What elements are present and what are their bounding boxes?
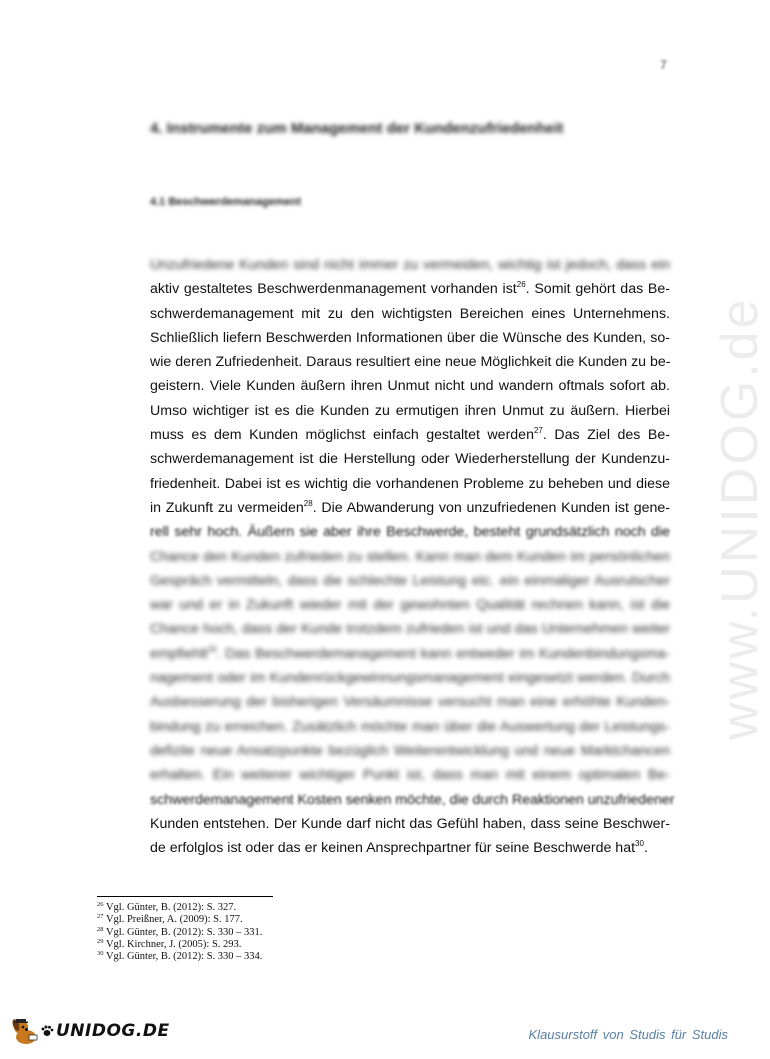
footnote-ref[interactable]: 30 (635, 839, 644, 849)
text-line: schwerdemanagement ist die Herstellung oder Wiederherstellung der Kundenzu- (150, 451, 670, 468)
footnote: $^{30}$ Vgl. Günter, B. (2012): S. 330 – 334. (97, 950, 263, 963)
watermark: www.UNIDOG.de (711, 296, 769, 740)
text-line: schwerdemanagement mit zu den wichtigsten Bereichen eines Unternehmens. (150, 305, 670, 322)
text-line: Umso wichtiger ist es die Kunden zu ermutigen ihren Unmut zu äußern. Hierbei (150, 402, 670, 419)
footnote-ref[interactable]: 28 (303, 498, 313, 508)
page-number: 7 (660, 58, 667, 72)
text-line: geistern. Viele Kunden äußern ihren Unmut nicht und wandern oftmals sofort ab. (150, 378, 670, 395)
text-line: Gespräch vermitteln, dass die schlechte Leistung etc. ein einmaliger Ausrutscher (150, 572, 670, 589)
dog-mascot-icon (10, 1016, 40, 1046)
footnote: $^{28}$ Vgl. Günter, B. (2012): S. 330 – 331. (97, 925, 263, 938)
text-line: Ausbesserung der bisherigen Versäumnisse versucht man eine erhöhte Kunden- (150, 694, 670, 711)
text-line: defizite neue Ansatzpunkte bezüglich Weiterentwicklung und neue Marktchancen (150, 742, 670, 759)
text-line: friedenheit. Dabei ist es wichtig die vorhandenen Probleme zu beheben und diese (150, 475, 670, 492)
footnote: $^{27}$ Vgl. Preißner, A. (2009): S. 177. (97, 913, 243, 926)
text-line: empfiehlt$^{29}$. Das Beschwerdemanagement kann entweder im Kundenbindungsma- (150, 644, 670, 662)
text-line: Unzufriedene Kunden sind nicht immer zu vermeiden, wichtig ist jedoch, dass ein (150, 257, 670, 273)
chapter-title: 4. Instrumente zum Management der Kundenzufriedenheit (150, 120, 564, 137)
body-paragraph (150, 253, 675, 860)
text-line: de erfolglos ist oder das er keinen Ansprechpartner für seine Beschwerde hat$^{30}$. (150, 839, 648, 857)
text-line: war und er in Zukunft wieder mit der gewohnten Qualität rechnen kann, ist die (150, 597, 670, 614)
text-line: aktiv gestaltetes Beschwerdenmanagement vorhanden ist$^{26}$. Somit gehört das Be- (150, 280, 670, 298)
text-line: Kunden entstehen. Der Kunde darf nicht das Gefühl haben, dass seine Beschwer- (150, 815, 670, 832)
text-line: Schließlich liefern Beschwerden Informationen über die Wünsche des Kunden, so- (150, 329, 670, 346)
text-line: wie deren Zufriedenheit. Daraus resultiert eine neue Möglichkeit die Kunden zu be- (150, 354, 671, 371)
footnotes (97, 902, 262, 963)
logo-text: UNIDOG.DE (56, 1021, 170, 1041)
text-line: in Zukunft zu vermeiden$^{28}$. Die Abwanderung von unzufriedenen Kunden ist gene- (150, 498, 670, 516)
paw-icon (40, 1024, 54, 1038)
text-line: erhalten. Ein weiterer wichtiger Punkt ist, dass man mit einem optimalen Be- (150, 767, 670, 784)
footnote: $^{29}$ Vgl. Kirchner, J. (2005): S. 293. (97, 937, 242, 950)
footnote: $^{26}$ Vgl. Günter, B. (2012): S. 327. (97, 901, 237, 913)
text-line: rell sehr hoch. Äußern sie aber ihre Beschwerde, besteht grundsätzlich noch die (150, 524, 670, 541)
text-line: muss es dem Kunden möglichst einfach gestaltet werden$^{27}$. Das Ziel des Be- (150, 426, 670, 444)
text-line: schwerdemanagement Kosten senken möchte, die durch Reaktionen unzufriedener (150, 791, 675, 808)
footnote-ref[interactable]: 26 (516, 280, 526, 290)
section-title: 4.1 Beschwerdemanagement (150, 196, 302, 208)
footnote-ref[interactable]: 29 (207, 644, 217, 654)
footer-slogan: Klausurstoff von Studis für Studis (528, 1027, 728, 1042)
footnote-ref[interactable]: 27 (533, 426, 543, 436)
footnote-divider (97, 896, 273, 897)
text-line: nagement oder im Kundenrückgewinnungsmanagement eingesetzt werden. Durch (150, 670, 670, 687)
text-line: bindung zu erreichen. Zusätzlich möchte man über die Auswertung der Leistungs- (150, 718, 670, 735)
text-line: Chance hoch, dass der Kunde trotzdem zufrieden ist und das Unternehmen weiter (150, 621, 670, 638)
unidog-logo[interactable] (10, 1016, 170, 1046)
text-line: Chance den Kunden zufrieden zu stellen. Kann man dem Kunden im persönlichen (150, 548, 670, 565)
